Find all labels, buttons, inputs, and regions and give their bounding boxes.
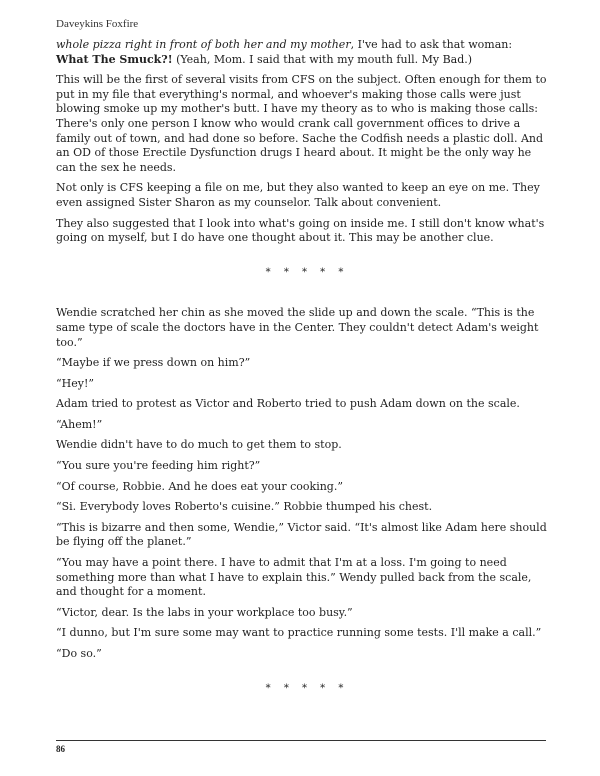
- scene-separator: * * * * *: [265, 266, 349, 278]
- paragraph: “This is bizarre and then some, Wendie,” Victor said. “It's almost like Adam here should be flying off the planet.”: [56, 520, 547, 549]
- paragraph: This will be the first of several visits from CFS on the subject. Often enough for them to put in my file that everything's normal, and whoever's making those calls were just blowing smoke up my mother's butt. I have my theory as to who is making those calls: There's only one person I know who would crank call government offices to drive a family out of town, and had done so before. Sache the Codfish needs a plastic doll. And an OD of those Erectile Dysfunction drugs I heard about. It might be the only way he can the sex he needs.: [56, 73, 547, 174]
- paragraph: Adam tried to protest as Victor and Roberto tried to push Adam down on the scale.: [56, 397, 520, 411]
- paragraph: “Hey!”: [56, 376, 94, 390]
- running-header: Daveykins Foxfire: [56, 18, 139, 30]
- page-body: [56, 38, 548, 716]
- paragraph: Not only is CFS keeping a file on me, but they also wanted to keep an eye on me. They even assigned Sister Sharon as my counselor. Talk about convenient.: [56, 181, 540, 209]
- paragraph: “Of course, Robbie. And he does eat your cooking.”: [56, 479, 343, 493]
- paragraph: “Victor, dear. Is the labs in your workplace too busy.”: [56, 605, 353, 619]
- footer-rule: [56, 740, 546, 741]
- paragraph: “You may have a point there. I have to admit that I'm at a loss. I'm going to need something more than what I have to explain this.” Wendy pulled back from the scale, and thought for a moment.: [56, 556, 532, 599]
- paragraph: “Ahem!”: [56, 417, 103, 431]
- page-number: 86: [56, 744, 65, 754]
- paragraph-text: (Yeah, Mom. I said that with my mouth full. My Bad.): [172, 52, 473, 66]
- bold-text: What The Smuck?!: [56, 52, 173, 66]
- paragraph: “I dunno, but I'm sure some may want to practice running some tests. I'll make a call.”: [56, 626, 542, 640]
- scene-separator: * * * * *: [265, 682, 349, 694]
- paragraph: “Maybe if we press down on him?”: [56, 356, 251, 370]
- paragraph: “You sure you're feeding him right?”: [56, 459, 261, 473]
- paragraph: Wendie didn't have to do much to get them to stop.: [56, 438, 342, 452]
- paragraph: Wendie scratched her chin as she moved the slide up and down the scale. “This is the same type of scale the doctors have in the Center. They couldn't detect Adam's weight too.”: [56, 306, 539, 349]
- paragraph: “Si. Everybody loves Roberto's cuisine.” Robbie thumped his chest.: [56, 500, 433, 514]
- paragraph-text: , I've had to ask that woman:: [350, 38, 513, 51]
- paragraph: [56, 38, 548, 67]
- italic-text: whole pizza right in front of both her and my mother: [56, 38, 351, 51]
- paragraph: “Do so.”: [56, 647, 102, 660]
- paragraph: They also suggested that I look into what's going on inside me. I still don't know what's going on myself, but I do have one thought about it. This may be another clue.: [56, 216, 545, 245]
